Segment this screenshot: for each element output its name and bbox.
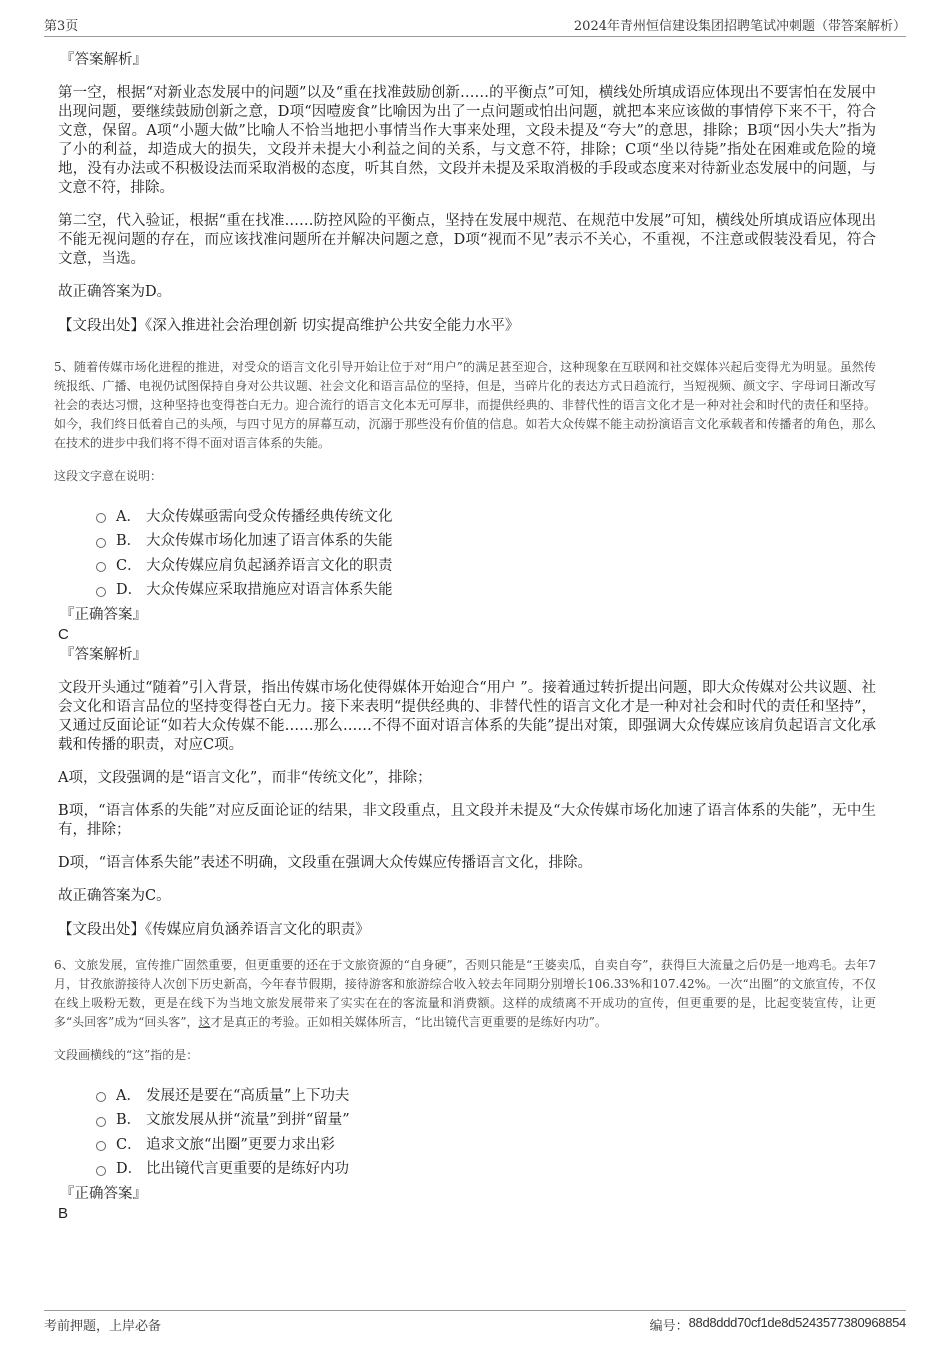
radio-icon[interactable] xyxy=(96,538,106,548)
radio-icon[interactable] xyxy=(96,587,106,597)
q5-conclusion: 故正确答案为C。 xyxy=(58,888,171,904)
option-letter: B． xyxy=(116,533,142,550)
option-text: 大众传媒市场化加速了语言体系的失能 xyxy=(146,533,393,550)
page-header xyxy=(44,14,906,37)
option-text: 比出镜代言更重要的是练好内功 xyxy=(146,1161,349,1178)
option-letter: D． xyxy=(116,582,143,599)
q5-analysis-p2: A项，文段强调的是“语言文化”，而非“传统文化”，排除； xyxy=(58,770,432,786)
footer-code xyxy=(650,1315,906,1334)
q4-conclusion: 故正确答案为D。 xyxy=(58,284,172,300)
page-content xyxy=(0,40,950,1224)
document-title: 2024年青州恒信建设集团招聘笔试冲刺题（带答案解析） xyxy=(573,19,906,34)
q5-prompt: 这段文字意在说明： xyxy=(54,469,163,483)
q5-analysis-p3: B项，“语言体系的失能”对应反面论证的结果，非文段重点，且文段并未提及“大众传媒市场化加速了语言体系的失能”，无中生有，排除； xyxy=(58,803,876,838)
option-text: 大众传媒应采取措施应对语言体系失能 xyxy=(146,582,393,599)
q6-prompt: 文段画横线的“这”指的是： xyxy=(54,1048,199,1062)
option-letter: B． xyxy=(116,1112,142,1129)
option-letter: C． xyxy=(116,557,142,574)
option-letter: A． xyxy=(116,1087,141,1104)
radio-icon[interactable] xyxy=(96,513,106,523)
q6-option-d[interactable] xyxy=(96,1156,950,1181)
q4-analysis-p1: 第一空，根据“对新业态发展中的问题”以及“重在找准鼓励创新……的平衡点”可知，横线处所填成语应体现出不要害怕在发展中出现问题，要继续鼓励创新之意，D项“因噎废食”比喻因为出了一点问题或怕出问题，就把本来应该做的事情停下来不干，符合文意，保留。A项“小题大做”比喻人不恰当地把小事情当作大事来处理，文段未提及“夸大”的意思，排除；B项“因小失大”指为了小的利益，却造成大的损失，文段并未提大小利益之间的关系，与文意不符，排除；C项“坐以待毙”指处在困难或危险的境地，没有办法或不积极设法而采取消极的态度，听其自然，文段并未提及采取消极的手段或态度来对待新业态发展中的问题，与文意不符，排除。 xyxy=(58,85,876,196)
footer-slogan: 考前押题，上岸必备 xyxy=(44,1319,162,1334)
q5-question-text: 5、随着传媒市场化进程的推进，对受众的语言文化引导开始让位于对“用户”的满足甚至迎合，这种现象在互联网和社交媒体兴起后变得尤为明显。虽然传统报纸、广播、电视仍试图保持自身对公共议题、社会文化和语言品位的坚持，但是，当碎片化的表达方式日趋流行，当短视频、颜文字、字母词日渐改写社会的表达习惯，这种坚持也变得苍白无力。迎合流行的语言文化本无可厚非，而提供经典的、非替代性的语言文化才是一种对社会和时代的责任和坚持。如今，我们终日低着自己的头颅，与四寸见方的屏幕互动，沉溺于那些没有价值的信息。如若大众传媒不能主动扮演语言文化承载者和传播者的角色，那么在技术的进步中我们将不得不面对语言体系的失能。 xyxy=(54,360,876,450)
radio-icon[interactable] xyxy=(96,1166,106,1176)
q6-answer: B xyxy=(58,1205,69,1222)
radio-icon[interactable] xyxy=(96,1117,106,1127)
q6-text-after: 才是真正的考验。正如相关媒体所言，“比出镜代言更重要的是练好内功”。 xyxy=(210,1015,607,1029)
q5-answer-label: 『正确答案』 xyxy=(60,607,147,623)
q6-underlined-word: 这 xyxy=(198,1015,211,1029)
q5-option-a[interactable] xyxy=(96,503,950,528)
q6-option-a[interactable] xyxy=(96,1082,950,1107)
q6-text-before: 6、文旅发展，宣传推广固然重要，但更重要的还在于文旅资源的“自身硬”，否则只能是“王婆卖瓜，自卖自夸”，获得巨大流量之后仍是一地鸡毛。去年7月，甘孜旅游接待人次创下历史新高，今年春节假期，接待游客和旅游综合收入较去年同期分别增长106.33%和107.42%。一次“出圈”的文旅宣传，不仅在线上吸粉无数，更是在线下为当地文旅发展带来了实实在在的客流量和消费额。这样的成绩离不开成功的宣传，但更重要的是，比起变装宣传，让更多“头回客”成为“回头客”， xyxy=(54,958,876,1029)
page-footer xyxy=(44,1310,906,1334)
radio-icon[interactable] xyxy=(96,1092,106,1102)
q6-option-c[interactable] xyxy=(96,1131,950,1156)
q5-analysis-label: 『答案解析』 xyxy=(60,647,147,663)
q5-analysis-p1: 文段开头通过“随着”引入背景，指出传媒市场化使得媒体开始迎合“用户 ”。接着通过转折提出问题，即大众传媒对公共议题、社会文化和语言品位的坚持变得苍白无力。接下来表明“提供经典的、非替代性的语言文化才是一种对社会和时代的责任和坚持”，又通过反面论证“如若大众传媒不能……那么……不得不面对语言体系的失能”提出对策，即强调大众传媒应该肩负起语言文化承载和传播的职责，对应C项。 xyxy=(58,680,876,753)
footer-code-value: 88d8ddd70cf1de8d5243577380968854 xyxy=(688,1315,906,1330)
q5-option-b[interactable] xyxy=(96,528,950,553)
q4-analysis-p2: 第二空，代入验证，根据“重在找准……防控风险的平衡点，坚持在发展中规范、在规范中发展”可知，横线处所填成语应体现出不能无视问题的存在，而应该找准问题所在并解决问题之意，D项“视而不见”表示不关心，不重视，不注意或假装没看见，符合文意，当选。 xyxy=(58,213,876,267)
option-text: 大众传媒亟需向受众传播经典传统文化 xyxy=(146,508,393,525)
q5-option-c[interactable] xyxy=(96,552,950,577)
q5-answer: C xyxy=(58,626,69,643)
option-text: 大众传媒应肩负起涵养语言文化的职责 xyxy=(146,557,393,574)
option-text: 发展还是要在“高质量”上下功夫 xyxy=(146,1087,350,1104)
q6-answer-label: 『正确答案』 xyxy=(60,1186,147,1202)
page-number: 第3页 xyxy=(44,19,79,34)
option-letter: A． xyxy=(116,508,141,525)
q5-option-d[interactable] xyxy=(96,577,950,602)
option-text: 文旅发展从拼“流量”到拼“留量” xyxy=(146,1112,350,1129)
option-letter: D． xyxy=(116,1161,143,1178)
q6-option-b[interactable] xyxy=(96,1107,950,1132)
q4-analysis-label: 『答案解析』 xyxy=(60,52,147,68)
radio-icon[interactable] xyxy=(96,562,106,572)
q6-options xyxy=(96,1082,950,1180)
option-letter: C． xyxy=(116,1136,142,1153)
q5-options xyxy=(96,503,950,601)
q5-source: 【文段出处】《传媒应肩负涵养语言文化的职责》 xyxy=(58,922,370,938)
footer-code-label: 编号： xyxy=(649,1319,689,1334)
radio-icon[interactable] xyxy=(96,1141,106,1151)
option-text: 追求文旅“出圈”更要力求出彩 xyxy=(146,1136,335,1153)
q6-question-text xyxy=(54,956,876,1032)
q5-analysis-p4: D项，“语言体系失能”表述不明确，文段重在强调大众传媒应传播语言文化，排除。 xyxy=(58,855,592,871)
q4-source: 【文段出处】《深入推进社会治理创新 切实提高维护公共安全能力水平》 xyxy=(58,318,520,334)
